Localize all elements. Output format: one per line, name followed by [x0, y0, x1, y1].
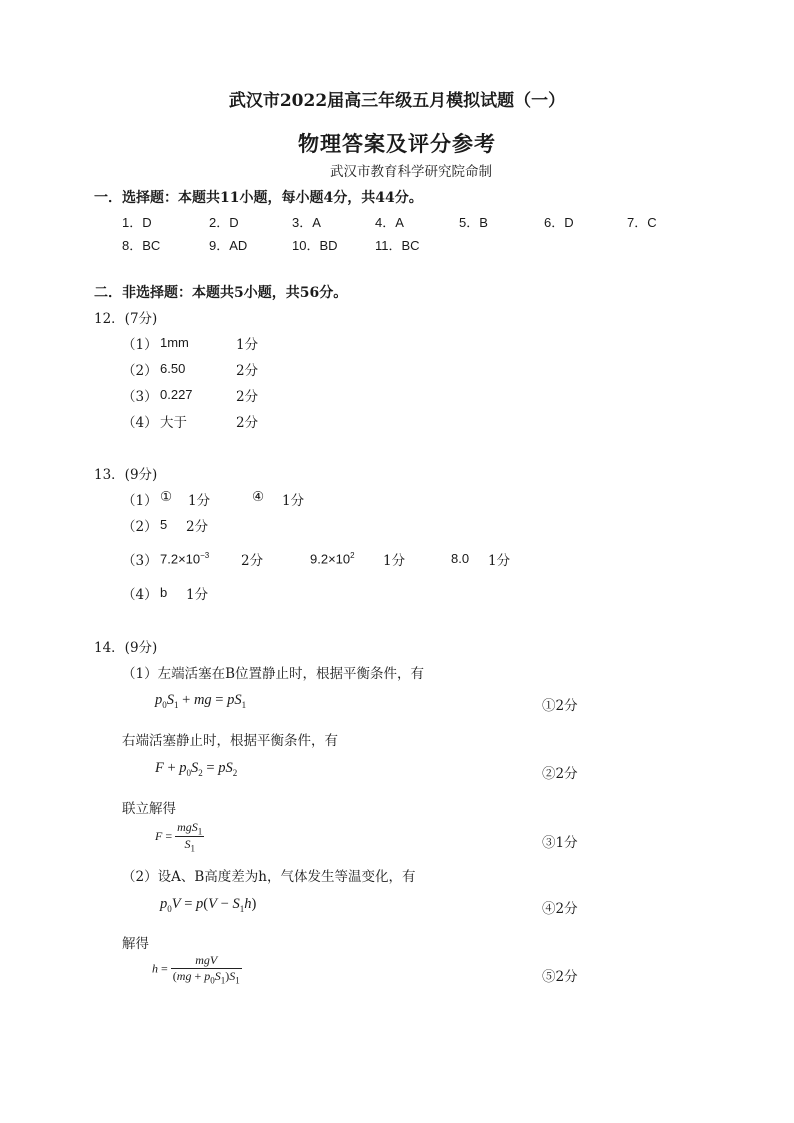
equation-4-mark: ④2分: [542, 901, 578, 917]
mcq-answer-5: 5．B: [459, 215, 488, 230]
q13-4-score: 1分: [186, 587, 209, 603]
mcq-answer-7: 7．C: [627, 215, 657, 230]
q12-row-score: 2分: [236, 415, 259, 431]
q14-part1-text: （1）左端活塞在B位置静止时，根据平衡条件，有: [122, 666, 425, 682]
q13-1-score-b: 1分: [282, 493, 305, 509]
q12-row-score: 1分: [236, 337, 259, 353]
q12-row-idx: （4）: [122, 415, 158, 431]
q13-3-score-b: 1分: [383, 553, 406, 569]
q12-row-idx: （3）: [122, 389, 158, 405]
section2-heading: 二．非选择题：本题共5小题，共56分。: [94, 285, 348, 301]
equation-1-mark: ①2分: [542, 698, 578, 714]
mcq-answer-11: 11．BC: [375, 238, 420, 253]
q13-idx-2: （2）: [122, 519, 158, 535]
q13-3-score-c: 1分: [488, 553, 511, 569]
section1-heading: 一．选择题：本题共11小题，每小题4分，共44分。: [94, 190, 423, 206]
mcq-answer-9: 9．AD: [209, 238, 248, 253]
q12-row-answer: 0.227: [160, 387, 193, 402]
q12-row-answer: 1mm: [160, 335, 189, 350]
mcq-answer-8: 8．BC: [122, 238, 161, 253]
mcq-answer-4: 4．A: [375, 215, 404, 230]
q13-idx-3: （3）: [122, 553, 158, 569]
q12-row-idx: （2）: [122, 363, 158, 379]
q13-3-answer-a: $7.2\times 10^{-3}$: [160, 551, 210, 567]
q12-row-score: 2分: [236, 389, 259, 405]
q13-idx-1: （1）: [122, 493, 158, 509]
q12-row-answer: 6.50: [160, 361, 186, 376]
q14-part2-text: （2）设A、B高度差为h，气体发生等温变化，有: [122, 869, 416, 885]
q14-combine-text: 联立解得: [122, 801, 176, 817]
q13-2-answer: 5: [160, 517, 168, 532]
q13-2-score: 2分: [186, 519, 209, 535]
equation-2-mark: ②2分: [542, 766, 578, 782]
q13-label: 13．(9分): [94, 467, 158, 483]
equation-5: h = $\frac{\text{mgV}}{(mg + p_0S_1)S_1}$: [152, 953, 240, 986]
mcq-answer-2: 2．D: [209, 215, 239, 230]
q12-row-idx: （1）: [122, 337, 158, 353]
q12-label: 12．(7分): [94, 311, 158, 327]
q13-1-answer-a: ①: [160, 489, 173, 505]
q14-solve-text: 解得: [122, 936, 149, 952]
equation-5-mark: ⑤2分: [542, 969, 578, 985]
equation-3: F = $\frac{mgS_1}{S_1}$: [155, 820, 203, 854]
q14-label: 14．(9分): [94, 640, 158, 656]
mcq-answer-10: 10．BD: [292, 238, 338, 253]
mcq-answer-3: 3．A: [292, 215, 321, 230]
answer-key-title: 物理答案及评分参考: [298, 131, 496, 156]
equation-4: $p_0V = p(V - S_1h)$: [160, 896, 257, 914]
mcq-answer-6: 6．D: [544, 215, 574, 230]
q13-3-score-a: 2分: [241, 553, 264, 569]
equation-2: $F + p_0S_2 = pS_2$: [155, 760, 238, 778]
equation-1: $p_0S_1$ + mg = $pS_1$: [155, 692, 247, 710]
author-line: 武汉市教育科学研究院命制: [330, 164, 492, 180]
q12-row-score: 2分: [236, 363, 259, 379]
q14-right-piston-text: 右端活塞静止时，根据平衡条件，有: [122, 733, 338, 749]
q13-1-score-a: 1分: [188, 493, 211, 509]
q12-row-answer: 大于: [160, 415, 187, 431]
q13-3-answer-c: 8.0: [451, 551, 470, 566]
q13-1-answer-b: ④: [252, 489, 265, 505]
exam-title: 武汉市2022届高三年级五月模拟试题（一）: [228, 91, 566, 111]
equation-3-mark: ③1分: [542, 835, 578, 851]
q13-idx-4: （4）: [122, 587, 158, 603]
q13-3-answer-b: $9.2\times 10^2$: [310, 551, 355, 567]
mcq-answer-1: 1．D: [122, 215, 152, 230]
q13-4-answer: b: [160, 585, 168, 600]
